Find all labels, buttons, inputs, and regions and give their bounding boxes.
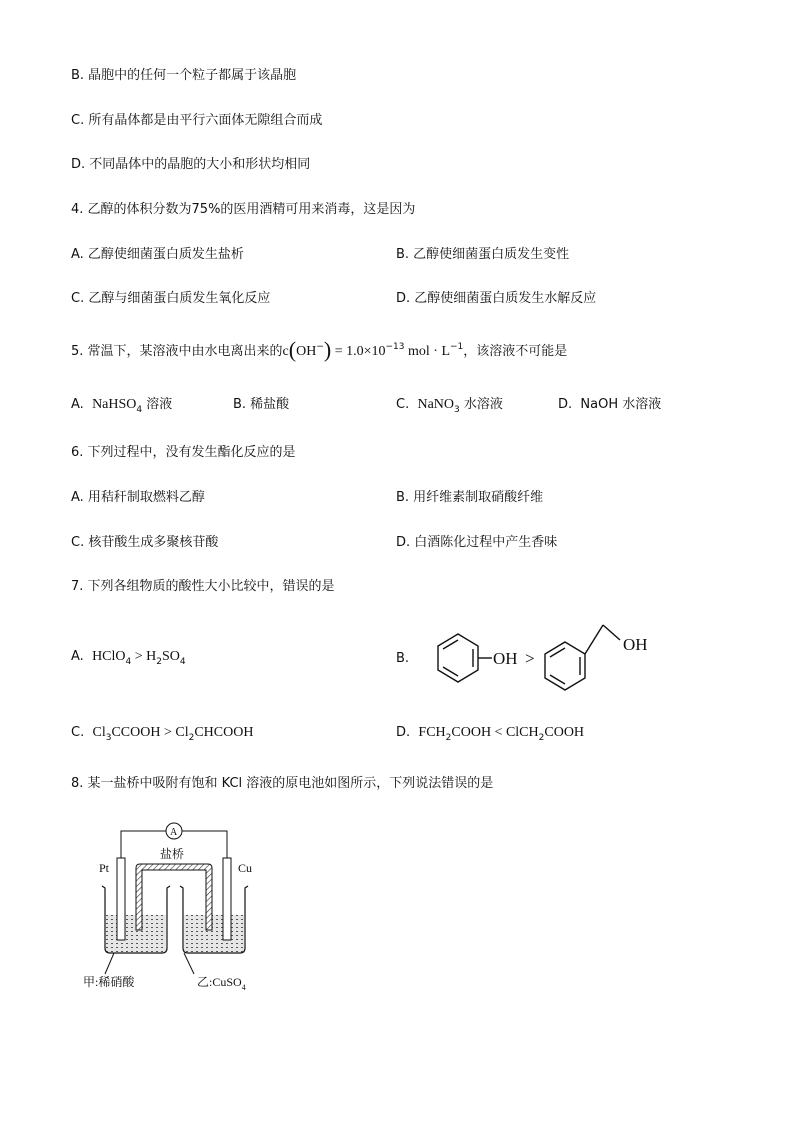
q7-option-b-letter: B. — [396, 651, 410, 666]
ch2-bond — [585, 625, 603, 654]
q5-c: c — [282, 344, 289, 359]
q5-option-d — [558, 396, 661, 414]
q7-option-a-part3: SO — [162, 649, 180, 664]
phenol-oh-label: OH — [493, 649, 518, 668]
wire-right — [182, 831, 227, 878]
q5-unit: mol · L — [404, 344, 450, 359]
q5-stem-suffix: ，该溶液不可能是 — [463, 344, 568, 359]
q3-option-d: D. 不同晶体中的晶胞的大小和形状均相同 — [71, 157, 311, 172]
benzene-ring-2 — [545, 642, 585, 690]
q5-option-d-text: NaOH 水溶液 — [580, 397, 662, 412]
q5-option-c-letter: C. — [396, 397, 410, 412]
q7-option-d-part3: COOH — [544, 725, 585, 740]
q5-option-d-letter: D. — [558, 397, 573, 412]
ammeter-label: A — [170, 827, 178, 838]
pt-label: Pt — [99, 861, 110, 875]
q7-option-a-sub3: 4 — [179, 657, 186, 667]
q7-option-d-letter: D. — [396, 725, 411, 740]
q3-option-c: C. 所有晶体都是由平行六面体无隙组合而成 — [71, 113, 323, 128]
phenol-structure — [438, 634, 492, 682]
q7-option-d — [396, 724, 584, 743]
q4-option-c: C. 乙醇与细菌蛋白质发生氧化反应 — [71, 291, 271, 306]
q6-option-c: C. 核苷酸生成多聚核苷酸 — [71, 535, 219, 550]
right-pointer-line — [184, 953, 194, 974]
q5-option-a-formula: NaHSO — [92, 397, 137, 412]
cu-label: Cu — [238, 861, 253, 875]
q5-close-paren: ) — [323, 337, 332, 362]
q7-option-a-letter: A. — [71, 649, 84, 664]
q4-option-b: B. 乙醇使细菌蛋白质发生变性 — [396, 247, 570, 262]
q6-stem: 6. 下列过程中，没有发生酯化反应的是 — [71, 445, 296, 460]
cu-electrode — [223, 858, 231, 940]
benzene-ring-1 — [438, 634, 478, 682]
right-solution — [184, 915, 244, 952]
q6-option-a: A. 用秸秆制取燃料乙醇 — [71, 490, 205, 505]
greater-than-sign: > — [525, 649, 535, 668]
right-solution-label — [197, 975, 246, 992]
q5-option-a — [71, 396, 172, 415]
benzyl-alcohol-structure — [545, 625, 620, 690]
q7-option-a-sub1: 4 — [125, 657, 132, 667]
q4-option-d: D. 乙醇使细菌蛋白质发生水解反应 — [396, 291, 597, 306]
q8-stem: 8. 某一盐桥中吸附有饱和 KCl 溶液的原电池如图所示，下列说法错误的是 — [71, 776, 494, 791]
q5-exponent: −13 — [385, 342, 405, 352]
q6-option-b: B. 用纤维素制取硝酸纤维 — [396, 490, 544, 505]
q3-option-b: B. 晶胞中的任何一个粒子都属于该晶胞 — [71, 68, 297, 83]
q7-option-d-part2: COOH < ClCH — [451, 725, 539, 740]
q5-option-a-text: 溶液 — [142, 397, 173, 412]
q7-option-a-part2: > H — [131, 649, 157, 664]
q5-oh-charge: − — [316, 342, 324, 352]
q5-unit-exponent: −1 — [450, 342, 464, 352]
q7-option-d-part1: FCH — [418, 725, 446, 740]
q7-option-a-sub2: 2 — [156, 657, 162, 667]
q7-option-c — [71, 724, 253, 743]
benzyl-oh-label: OH — [623, 635, 648, 654]
q7-option-b-structures — [410, 622, 670, 697]
ch2-oh-bond — [603, 625, 620, 640]
q5-option-c-sub: 3 — [454, 405, 460, 415]
q5-option-c-formula: NaNO — [417, 397, 455, 412]
left-pointer-line — [105, 953, 114, 974]
q7-option-c-part3: CHCOOH — [194, 725, 254, 740]
q5-option-b: B. 稀盐酸 — [233, 397, 290, 412]
q5-option-c — [396, 396, 503, 415]
q7-option-c-letter: C. — [71, 725, 85, 740]
q5-stem-prefix: 5. 常温下，某溶液中由水电离出来的 — [71, 344, 283, 359]
q7-option-c-sub1: 3 — [105, 733, 112, 743]
q7-option-c-part1: Cl — [92, 725, 106, 740]
q7-option-c-sub2: 2 — [188, 733, 195, 743]
q7-option-d-sub2: 2 — [538, 733, 545, 743]
right-solution-label-sub: 4 — [241, 983, 246, 992]
q4-option-a: A. 乙醇使细菌蛋白质发生盐析 — [71, 247, 244, 262]
q6-option-d: D. 白酒陈化过程中产生香味 — [396, 535, 558, 550]
salt-bridge-label: 盐桥 — [160, 847, 185, 861]
q7-option-d-sub1: 2 — [445, 733, 452, 743]
right-solution-label-text: 乙:CuSO — [197, 975, 242, 989]
q5-option-c-text: 水溶液 — [459, 397, 503, 412]
pt-electrode — [117, 858, 125, 940]
left-solution-label: 甲:稀硝酸 — [83, 975, 135, 989]
q4-stem: 4. 乙醇的体积分数为75%的医用酒精可用来消毒，这是因为 — [71, 202, 416, 217]
q5-option-a-sub: 4 — [136, 405, 143, 415]
q5-open-paren: ( — [288, 337, 297, 362]
q5-oh: OH — [296, 344, 317, 359]
q7-option-c-part2: CCOOH > Cl — [111, 725, 189, 740]
q7-stem: 7. 下列各组物质的酸性大小比较中，错误的是 — [71, 579, 335, 594]
q5-value: = 1.0×10 — [331, 344, 386, 359]
q7-option-a — [71, 648, 186, 667]
galvanic-cell-diagram — [80, 818, 280, 998]
q5-option-a-letter: A. — [71, 397, 84, 412]
q5-stem — [71, 339, 567, 362]
q7-option-a-part1: HClO — [92, 649, 126, 664]
